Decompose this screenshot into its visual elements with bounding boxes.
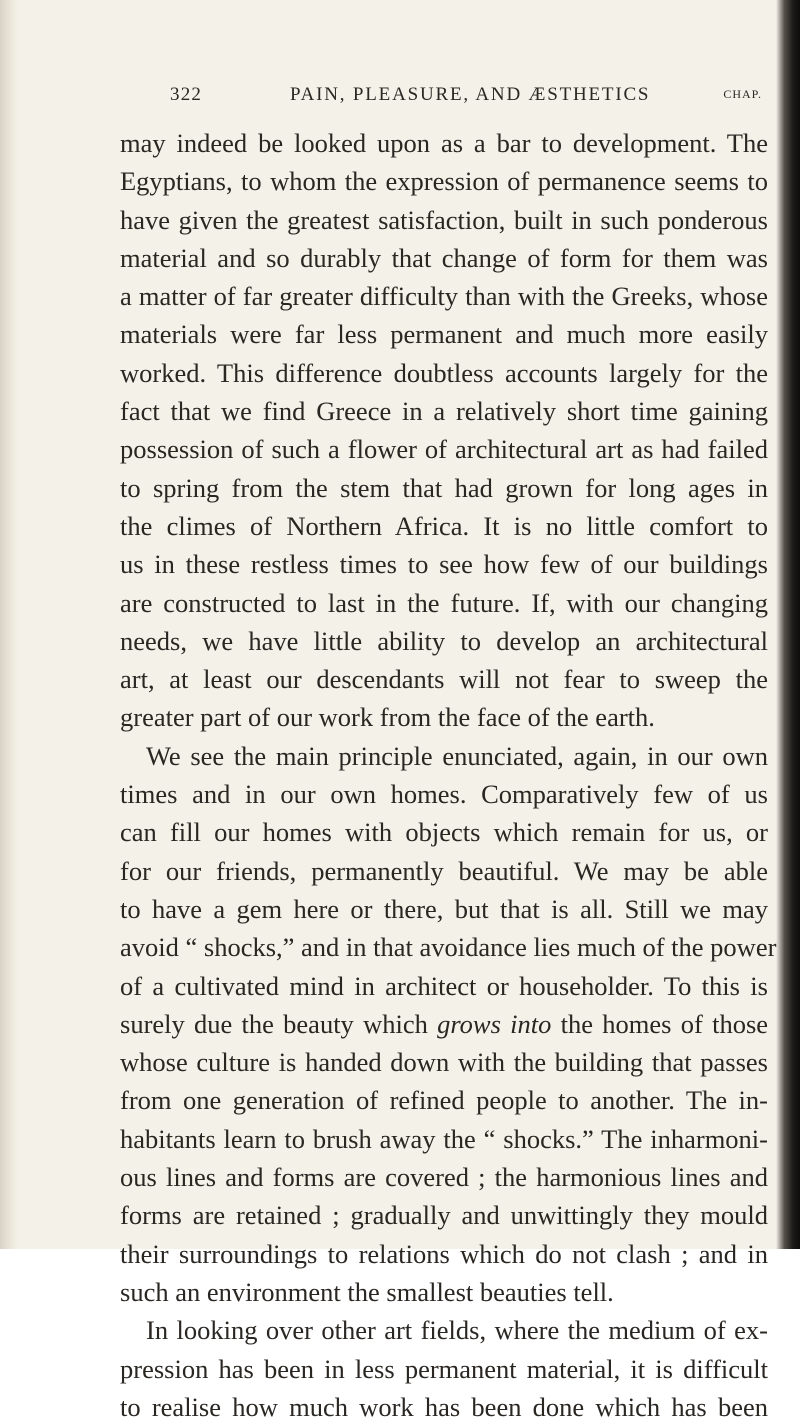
text-line: avoid “ shocks,” and in that avoidance lies much of the power bbox=[120, 932, 777, 963]
text-line: needs, we have little ability to develop an architectural bbox=[120, 625, 768, 656]
text-line: us in these restless times to see how few of our buildings bbox=[120, 549, 768, 580]
text-line: fact that we find Greece in a relatively short time gaining bbox=[120, 396, 768, 427]
text-line: for our friends, permanently beautiful. We may be able bbox=[120, 855, 768, 886]
text-line: to have a gem here or there, but that is all. Still we may bbox=[120, 893, 768, 924]
text-line: whose culture is handed down with the building that passes bbox=[120, 1047, 768, 1078]
text-line: times and in our own homes. Comparatively few of us bbox=[120, 779, 768, 810]
text-line: Egyptians, to whom the expression of permanence seems to bbox=[120, 166, 768, 197]
text-line: We see the main principle enunciated, again, in our own bbox=[146, 740, 768, 771]
text-line: materials were far less permanent and much more easily bbox=[120, 319, 768, 350]
text-line: from one generation of refined people to another. The in- bbox=[120, 1085, 768, 1116]
page-number: 322 bbox=[170, 84, 203, 105]
text-line: to spring from the stem that had grown for long ages in bbox=[120, 472, 768, 503]
text-line: possession of such a flower of architectural art as had failed bbox=[120, 434, 768, 465]
text-fragment: the homes of those bbox=[560, 1008, 769, 1039]
text-line: have given the greatest satisfaction, built in such ponderous bbox=[120, 204, 768, 235]
text-line: can fill our homes with objects which remain for us, or bbox=[120, 817, 768, 848]
page-binding-edge bbox=[776, 0, 800, 1249]
text-line: forms are retained ; gradually and unwittingly they mould bbox=[120, 1200, 768, 1231]
text-line: such an environment the smallest beauties tell. bbox=[120, 1276, 614, 1307]
text-line: art, at least our descendants will not fear to sweep the bbox=[120, 664, 768, 695]
italic-phrase: grows into bbox=[437, 1008, 552, 1039]
text-line: ous lines and forms are covered ; the harmonious lines and bbox=[120, 1162, 768, 1193]
page-left-shadow bbox=[0, 0, 18, 1249]
text-line-with-italic bbox=[120, 1005, 768, 1043]
text-line: the climes of Northern Africa. It is no little comfort to bbox=[120, 510, 768, 541]
text-line: pression has been in less permanent material, it is difficult bbox=[120, 1353, 768, 1384]
text-fragment: surely due the beauty which bbox=[120, 1008, 428, 1039]
text-line: of a cultivated mind in architect or householder. To this is bbox=[120, 970, 768, 1001]
text-line: habitants learn to brush away the “ shocks.” The inharmoni- bbox=[120, 1123, 768, 1154]
text-line: to realise how much work has been done which has been bbox=[120, 1391, 768, 1422]
text-line: material and so durably that change of form for them was bbox=[120, 242, 768, 273]
chapter-abbreviation: CHAP. bbox=[723, 87, 762, 101]
running-header bbox=[170, 84, 762, 112]
text-line: In looking over other art fields, where the medium of ex- bbox=[146, 1315, 768, 1346]
body-text bbox=[120, 124, 777, 1426]
text-line: may indeed be looked upon as a bar to development. The bbox=[120, 128, 768, 158]
text-line: worked. This difference doubtless accounts largely for the bbox=[120, 357, 768, 388]
header-title: PAIN, PLEASURE, AND ÆSTHETICS bbox=[290, 84, 651, 105]
text-line: are constructed to last in the future. If, with our changing bbox=[120, 587, 768, 618]
text-line: their surroundings to relations which do not clash ; and in bbox=[120, 1238, 768, 1269]
text-line: a matter of far greater difficulty than with the Greeks, whose bbox=[120, 281, 768, 312]
text-line: greater part of our work from the face of the earth. bbox=[120, 702, 655, 733]
